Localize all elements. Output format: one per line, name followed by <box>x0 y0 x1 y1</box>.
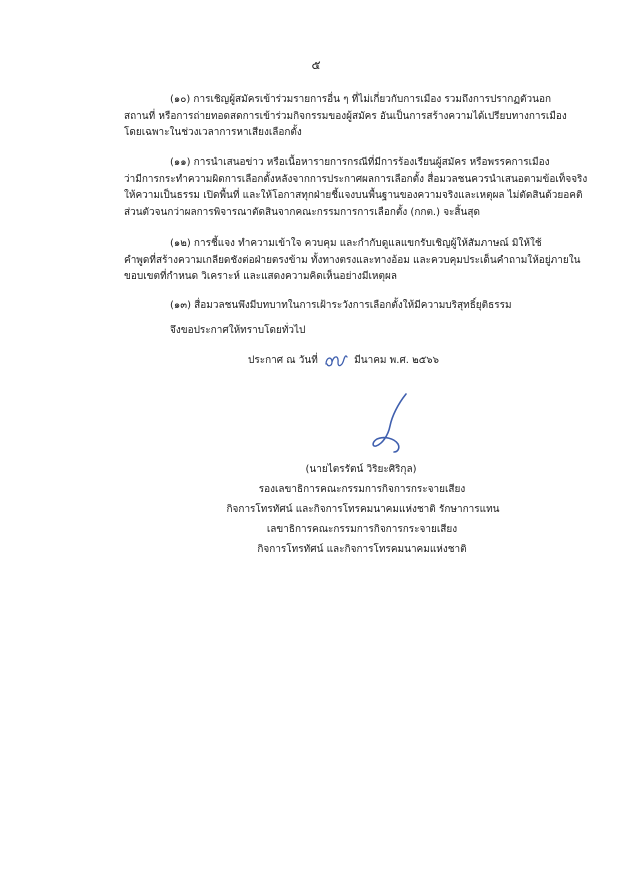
date-prefix: ประกาศ ณ วันที่ <box>248 355 318 366</box>
clause-13-line-1: (๑๓) สื่อมวลชนพึงมีบทบาทในการเฝ้าระวังการเลือกตั้งให้มีความบริสุทธิ์ยุติธรรม <box>170 300 512 311</box>
clause-11-line-2: ว่ามีการกระทำความผิดการเลือกตั้งหลังจากการประกาศผลการเลือกตั้ง สื่อมวลชนควรนำเสนอตามข้อเท็จจริง <box>124 173 588 185</box>
date-month-year: มีนาคม พ.ศ. ๒๕๖๖ <box>354 355 440 366</box>
signatory-name: (นายไตรรัตน์ วิริยะศิริกุล) <box>305 464 417 475</box>
signatory-title-line-4: กิจการโทรทัศน์ และกิจการโทรคมนาคมแห่งชาติ <box>257 544 467 555</box>
closing-text: จึงขอประกาศให้ทราบโดยทั่วไป <box>170 325 306 336</box>
handwritten-signature <box>368 392 418 458</box>
closing-statement <box>124 323 570 340</box>
clause-12 <box>124 236 581 286</box>
page-number: ๕ <box>311 58 321 72</box>
clause-12-line-2: คำพูดที่สร้างความเกลียดชังต่อฝ่ายตรงข้าม ทั้งทางตรงและทางอ้อม และควบคุมประเด็นคำถามให้อยู่ภายใน <box>124 254 581 266</box>
clause-10-line-3: โดยเฉพาะในช่วงเวลาการหาเสียงเลือกตั้ง <box>124 127 302 138</box>
clause-12-line-1: (๑๒) การชี้แจง ทำความเข้าใจ ควบคุม และกำกับดูแลแขกรับเชิญผู้ให้สัมภาษณ์ มิให้ใช้ <box>170 238 542 249</box>
signatory-title-line-1: รองเลขาธิการคณะกรรมการกิจการกระจายเสียง <box>258 484 466 495</box>
announcement-date <box>248 351 439 369</box>
clause-12-line-3: ขอบเขตที่กำหนด วิเคราะห์ และแสดงความคิดเห็นอย่างมีเหตุผล <box>124 271 398 282</box>
clause-13 <box>124 298 570 315</box>
clause-10 <box>124 92 570 142</box>
signatory-title-line-2: กิจการโทรทัศน์ และกิจการโทรคมนาคมแห่งชาติ รักษาการแทน <box>226 504 500 515</box>
clause-10-line-2: สถานที่ หรือการถ่ายทอดสดการเข้าร่วมกิจกรรมของผู้สมัคร อันเป็นการสร้างความได้เปรียบทางการเมือง <box>124 110 567 122</box>
handwritten-day <box>323 351 349 369</box>
signatory-title-line-3: เลขาธิการคณะกรรมการกิจการกระจายเสียง <box>266 524 458 535</box>
clause-11-line-3: ให้ความเป็นธรรม เปิดพื้นที่ และให้โอกาสทุกฝ่ายชี้แจงบนพื้นฐานของความจริงและเหตุผล ไม่ตัดสินด้วยอคติ <box>124 190 583 201</box>
signatory-block <box>0 460 632 560</box>
clause-11-line-4: ส่วนตัวจนกว่าผลการพิจารณาตัดสินจากคณะกรรมการการเลือกตั้ง (กกต.) จะสิ้นสุด <box>124 206 480 218</box>
clause-11-line-1: (๑๑) การนำเสนอข่าว หรือเนื้อหารายการกรณีที่มีการร้องเรียนผู้สมัคร หรือพรรคการเมือง <box>170 157 550 168</box>
clause-10-line-1: (๑๐) การเชิญผู้สมัครเข้าร่วมรายการอื่น ๆ ที่ไม่เกี่ยวกับการเมือง รวมถึงการปรากฏตัวนอก <box>170 94 552 105</box>
clause-11 <box>124 155 588 221</box>
